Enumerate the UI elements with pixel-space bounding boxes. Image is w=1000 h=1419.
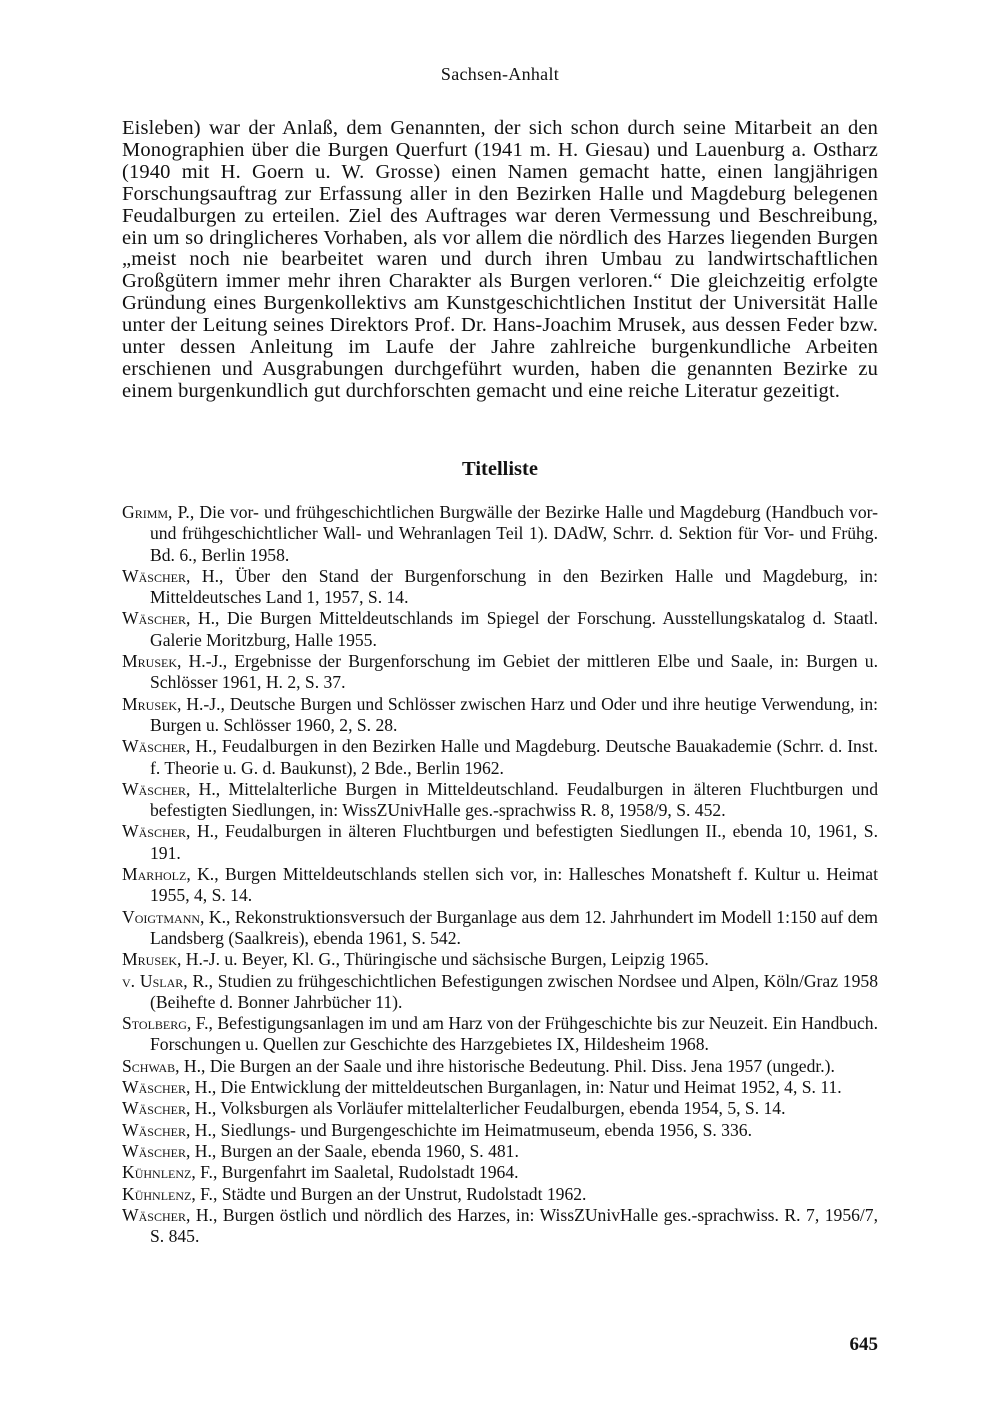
- bibliography-entry: [122, 694, 878, 737]
- bibliography-entry: [122, 864, 878, 907]
- entry-author: v. Uslar: [122, 970, 184, 991]
- entry-text: , H., Feudalburgen in den Bezirken Halle und Magdeburg. Deutsche Bauakademie (Schrr. d. Inst. f. Theorie u. G. d. Baukunst), 2 Bde., Berlin 1962.: [150, 736, 878, 778]
- entry-text: , H., Siedlungs- und Burgengeschichte im Heimatmuseum, ebenda 1956, S. 336.: [185, 1119, 752, 1140]
- entry-text: , H., Die Burgen Mitteldeutschlands im Spiegel der Forschung. Ausstellungskatalog d. Staatl. Galerie Moritzburg, Halle 1955.: [150, 608, 878, 650]
- entry-text: , F., Befestigungsanlagen im und am Harz von der Frühgeschichte bis zur Neuzeit. Ein Handbuch. Forschungen u. Quellen zur Geschichte des Harzgebietes IX, Hildesheim 1968.: [150, 1013, 878, 1055]
- bibliography-entry: [122, 608, 878, 651]
- entry-author: Wäscher: [122, 1119, 186, 1140]
- entry-text: , R., Studien zu frühgeschichtlichen Befestigungen zwischen Nordsee und Alpen, Köln/Graz 1958 (Beihefte d. Bonner Jahrbücher 11).: [150, 970, 878, 1012]
- entry-text: , H., Über den Stand der Burgenforschung in den Bezirken Halle und Magdeburg, in: Mitteldeutsches Land 1, 1957, S. 14.: [150, 565, 878, 608]
- entry-text: , H., Die Burgen an der Saale und ihre historische Bedeutung. Phil. Diss. Jena 1957 (ungedr.).: [175, 1055, 835, 1076]
- bibliography-entry: [122, 971, 878, 1014]
- entry-text: , H., Burgen östlich und nördlich des Harzes, in: WissZUnivHalle ges.-sprachwiss. R. 7, 1956/7, S. 845.: [150, 1204, 878, 1247]
- intro-paragraph: Eisleben) war der Anlaß, dem Genannten, der sich schon durch seine Mitarbeit an den Monographien über die Burgen Querfurt (1941 m. H. Giesau) und Lauenburg a. Ostharz (1940 mit H. Goern u. W. Grosse) einen Namen gemacht hatte, einen langjährigen Forschungsauftrag zur Erfassung aller in den Bezirken Halle und Magdeburg belegenen Feudalburgen zu erteilen. Ziel des Auftrages war deren Vermessung und Beschreibung, ein um so dringlicheres Vorhaben, als vor allem die nördlich des Harzes liegenden Burgen „meist noch nie bearbeitet waren und durch ihren Umbau zu landwirtschaftlichen Großgütern immer mehr ihren Charakter als Burgen verloren.“ Die gleichzeitig erfolgte Gründung eines Burgenkollektivs am Kunstgeschichtlichen Institut der Universität Halle unter der Leitung seines Direktors Prof. Dr. Hans-Joachim Mrusek, aus dessen Feder bzw. unter dessen Anleitung im Laufe der Jahre zahlreiche burgenkundliche Arbeiten erschienen und Ausgrabungen durchgeführt wurden, haben die genannten Bezirke zu einem burgenkundlich gut durchforschten gemacht und eine reiche Literatur gezeitigt.: [122, 117, 878, 402]
- section-title: Titelliste: [462, 458, 538, 480]
- entry-author: Voigtmann: [122, 906, 201, 927]
- entry-text: , H., Burgen an der Saale, ebenda 1960, S. 481.: [185, 1140, 519, 1161]
- entry-author: Wäscher: [122, 1140, 186, 1161]
- entry-author: Kühnlenz: [122, 1162, 192, 1183]
- bibliography-entry: [122, 651, 878, 694]
- entry-author: Wäscher: [122, 1204, 186, 1225]
- bibliography-entry: [122, 1056, 878, 1077]
- bibliography-entry: [122, 1098, 878, 1119]
- bibliography-entry: [122, 1205, 878, 1248]
- entry-author: Mrusek: [122, 693, 177, 714]
- bibliography-entry: [122, 1120, 878, 1141]
- bibliography-entry: [122, 779, 878, 822]
- entry-author: Mrusek: [122, 949, 177, 970]
- bibliography-entry: [122, 1162, 878, 1183]
- bibliography-entry: [122, 1077, 878, 1098]
- entry-author: Wäscher: [122, 736, 186, 757]
- bibliography-entry: [122, 1013, 878, 1056]
- bibliography-entry: [122, 907, 878, 950]
- bibliography-entry: [122, 502, 878, 566]
- entry-text: , H.-J. u. Beyer, Kl. G., Thüringische und sächsische Burgen, Leipzig 1965.: [176, 949, 709, 970]
- entry-text: , H.-J., Ergebnisse der Burgenforschung im Gebiet der mittleren Elbe und Saale, in: Burgen u. Schlösser 1961, H. 2, S. 37.: [150, 651, 878, 693]
- entry-author: Wäscher: [122, 565, 186, 586]
- entry-text: , H., Mittelalterliche Burgen in Mitteldeutschland. Feudalburgen in älteren Fluchtburgen und befestigten Siedlungen, in: WissZUnivHalle ges.-sprachwiss R. 8, 1958/9, S. 452.: [150, 778, 878, 821]
- entry-text: , P., Die vor- und frühgeschichtlichen Burgwälle der Bezirke Halle und Magdeburg (Handbuch vor- und frühgeschichtlicher Wall- und Wehranlagen Teil 1). DAdW, Schrr. d. Sektion für Vor- und Frühg. Bd. 6., Berlin 1958.: [150, 502, 878, 565]
- entry-author: Wäscher: [122, 778, 186, 799]
- bibliography-entry: [122, 1184, 878, 1205]
- entry-author: Stolberg: [122, 1013, 187, 1034]
- running-head: Sachsen-Anhalt: [440, 64, 560, 84]
- bibliography-entry: [122, 566, 878, 609]
- entry-text: , H., Volksburgen als Vorläufer mittelalterlicher Feudalburgen, ebenda 1954, 5, S. 14.: [185, 1098, 786, 1119]
- bibliography-list: [122, 502, 878, 1247]
- entry-text: , F., Burgenfahrt im Saaletal, Rudolstadt 1964.: [191, 1162, 519, 1183]
- bibliography-entry: [122, 736, 878, 779]
- entry-author: Marholz: [122, 864, 187, 885]
- entry-author: Kühnlenz: [122, 1183, 192, 1204]
- entry-text: , K., Rekonstruktionsversuch der Burganlage aus dem 12. Jahrhundert im Modell 1:150 auf dem Landsberg (Saalkreis), ebenda 1961, S. 542.: [150, 906, 878, 948]
- entry-author: Schwab: [122, 1055, 176, 1076]
- page-number: 645: [849, 1334, 878, 1355]
- entry-author: Wäscher: [122, 608, 186, 629]
- bibliography-entry: [122, 949, 878, 970]
- entry-text: , K., Burgen Mitteldeutschlands stellen sich vor, in: Hallesches Monatsheft f. Kultur u. Heimat 1955, 4, S. 14.: [150, 864, 878, 906]
- bibliography-entry: [122, 821, 878, 864]
- entry-text: , F., Städte und Burgen an der Unstrut, Rudolstadt 1962.: [191, 1183, 587, 1204]
- entry-author: Wäscher: [122, 1098, 186, 1119]
- entry-author: Wäscher: [122, 821, 186, 842]
- entry-author: Mrusek: [122, 651, 177, 672]
- entry-text: , H., Feudalburgen in älteren Fluchtburgen und befestigten Siedlungen II., ebenda 10, 1961, S. 191.: [150, 821, 878, 863]
- entry-author: Grimm: [122, 502, 169, 522]
- bibliography-entry: [122, 1141, 878, 1162]
- entry-text: , H.-J., Deutsche Burgen und Schlösser zwischen Harz und Oder und ihre heutige Verwendung, in: Burgen u. Schlösser 1960, 2, S. 28.: [150, 693, 878, 735]
- entry-text: , H., Die Entwicklung der mitteldeutschen Burganlagen, in: Natur und Heimat 1952, 4, S. 11.: [185, 1077, 842, 1098]
- entry-author: Wäscher: [122, 1077, 186, 1098]
